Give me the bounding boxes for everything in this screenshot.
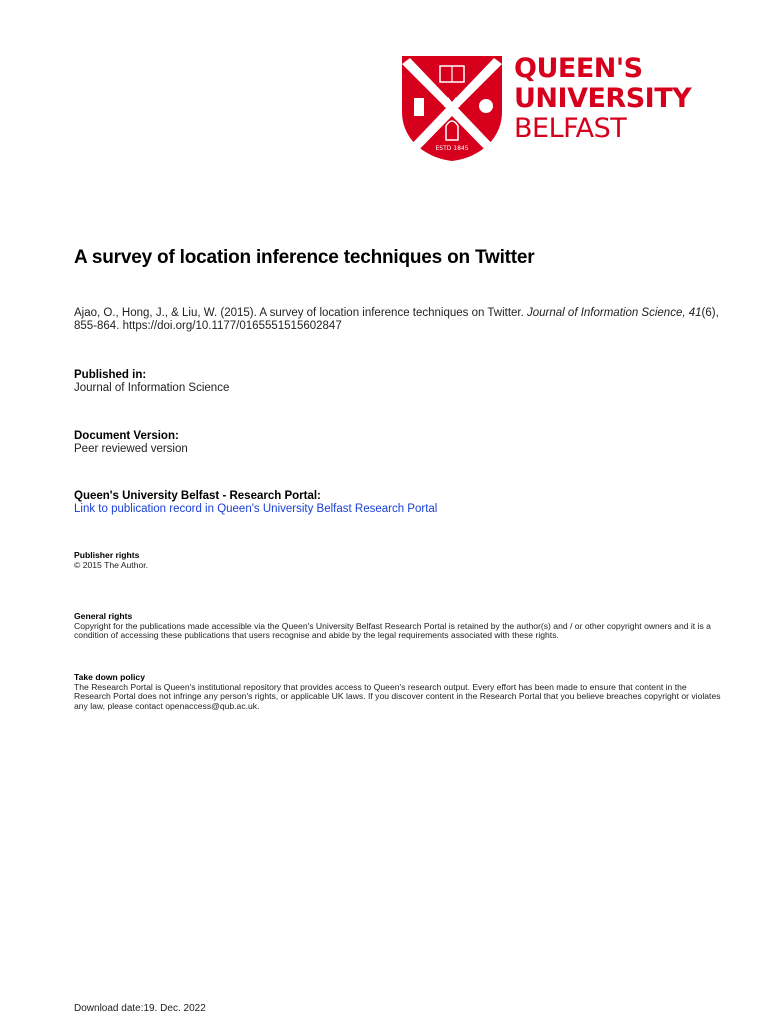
- shield-crest-icon: [400, 54, 504, 162]
- general-rights-label: General rights: [74, 611, 133, 621]
- document-version-value: Peer reviewed version: [74, 443, 188, 455]
- citation-authors: Ajao, O., Hong, J., & Liu, W. (2015). A survey of location inference techniques on Twitter.: [74, 307, 524, 319]
- portal-section: [74, 490, 437, 516]
- citation: Ajao, O., Hong, J., & Liu, W. (2015). A survey of location inference techniques on Twitter. Journal of Information Science, 41(6), 855-864. https://doi.org/10.1177/0165551515602847: [74, 307, 719, 332]
- general-rights-value: Copyright for the publications made accessible via the Queen's University Belfast Research Portal is retained by the author(s) and / or other copyright owners and it is a condition of accessing these publications that users recognise and abide by the legal requirements associated with these rights.: [74, 620, 711, 641]
- citation-issue-pages: (6), 855-864. https://doi.org/10.1177/0165551515602847: [74, 307, 719, 332]
- published-in-section: [74, 369, 229, 395]
- citation-journal: Journal of Information Science: [527, 307, 683, 319]
- publisher-rights-label: Publisher rights: [74, 550, 140, 560]
- document-version-label: Document Version:: [74, 430, 179, 442]
- document-version-section: [74, 430, 188, 456]
- logo-wordmark: [514, 54, 691, 144]
- university-logo: [400, 54, 720, 164]
- take-down-label: Take down policy: [74, 672, 145, 682]
- publisher-rights-value: © 2015 The Author.: [74, 559, 149, 570]
- logo-line-university: UNIVERSITY: [514, 83, 692, 114]
- citation-volume: 41: [688, 307, 702, 319]
- take-down-value: The Research Portal is Queen's institutional repository that provides access to Queen's research output. Every effort has been made to ensure that content in the Research Portal does not infringe any person's rights, or applicable UK laws. If you discover content in the Research Portal that you believe breaches copyright or violates any law, please contact openaccess@qub.ac.uk.: [74, 681, 721, 711]
- paper-title: A survey of location inference techniques on Twitter: [74, 247, 535, 268]
- download-date: Download date:19. Dec. 2022: [74, 1003, 206, 1014]
- portal-label: Queen's University Belfast - Research Portal:: [74, 490, 321, 502]
- publisher-rights-section: [74, 551, 724, 570]
- published-in-label: Published in:: [74, 369, 147, 381]
- logo-line-queens: QUEEN'S: [514, 53, 643, 84]
- published-in-value: Journal of Information Science: [74, 382, 230, 394]
- general-rights-section: [74, 612, 724, 641]
- logo-line-belfast: BELFAST: [514, 113, 627, 144]
- take-down-section: [74, 673, 724, 711]
- portal-link[interactable]: Link to publication record in Queen's University Belfast Research Portal: [74, 503, 438, 515]
- svg-text:ESTD 1845: ESTD 1845: [435, 145, 469, 152]
